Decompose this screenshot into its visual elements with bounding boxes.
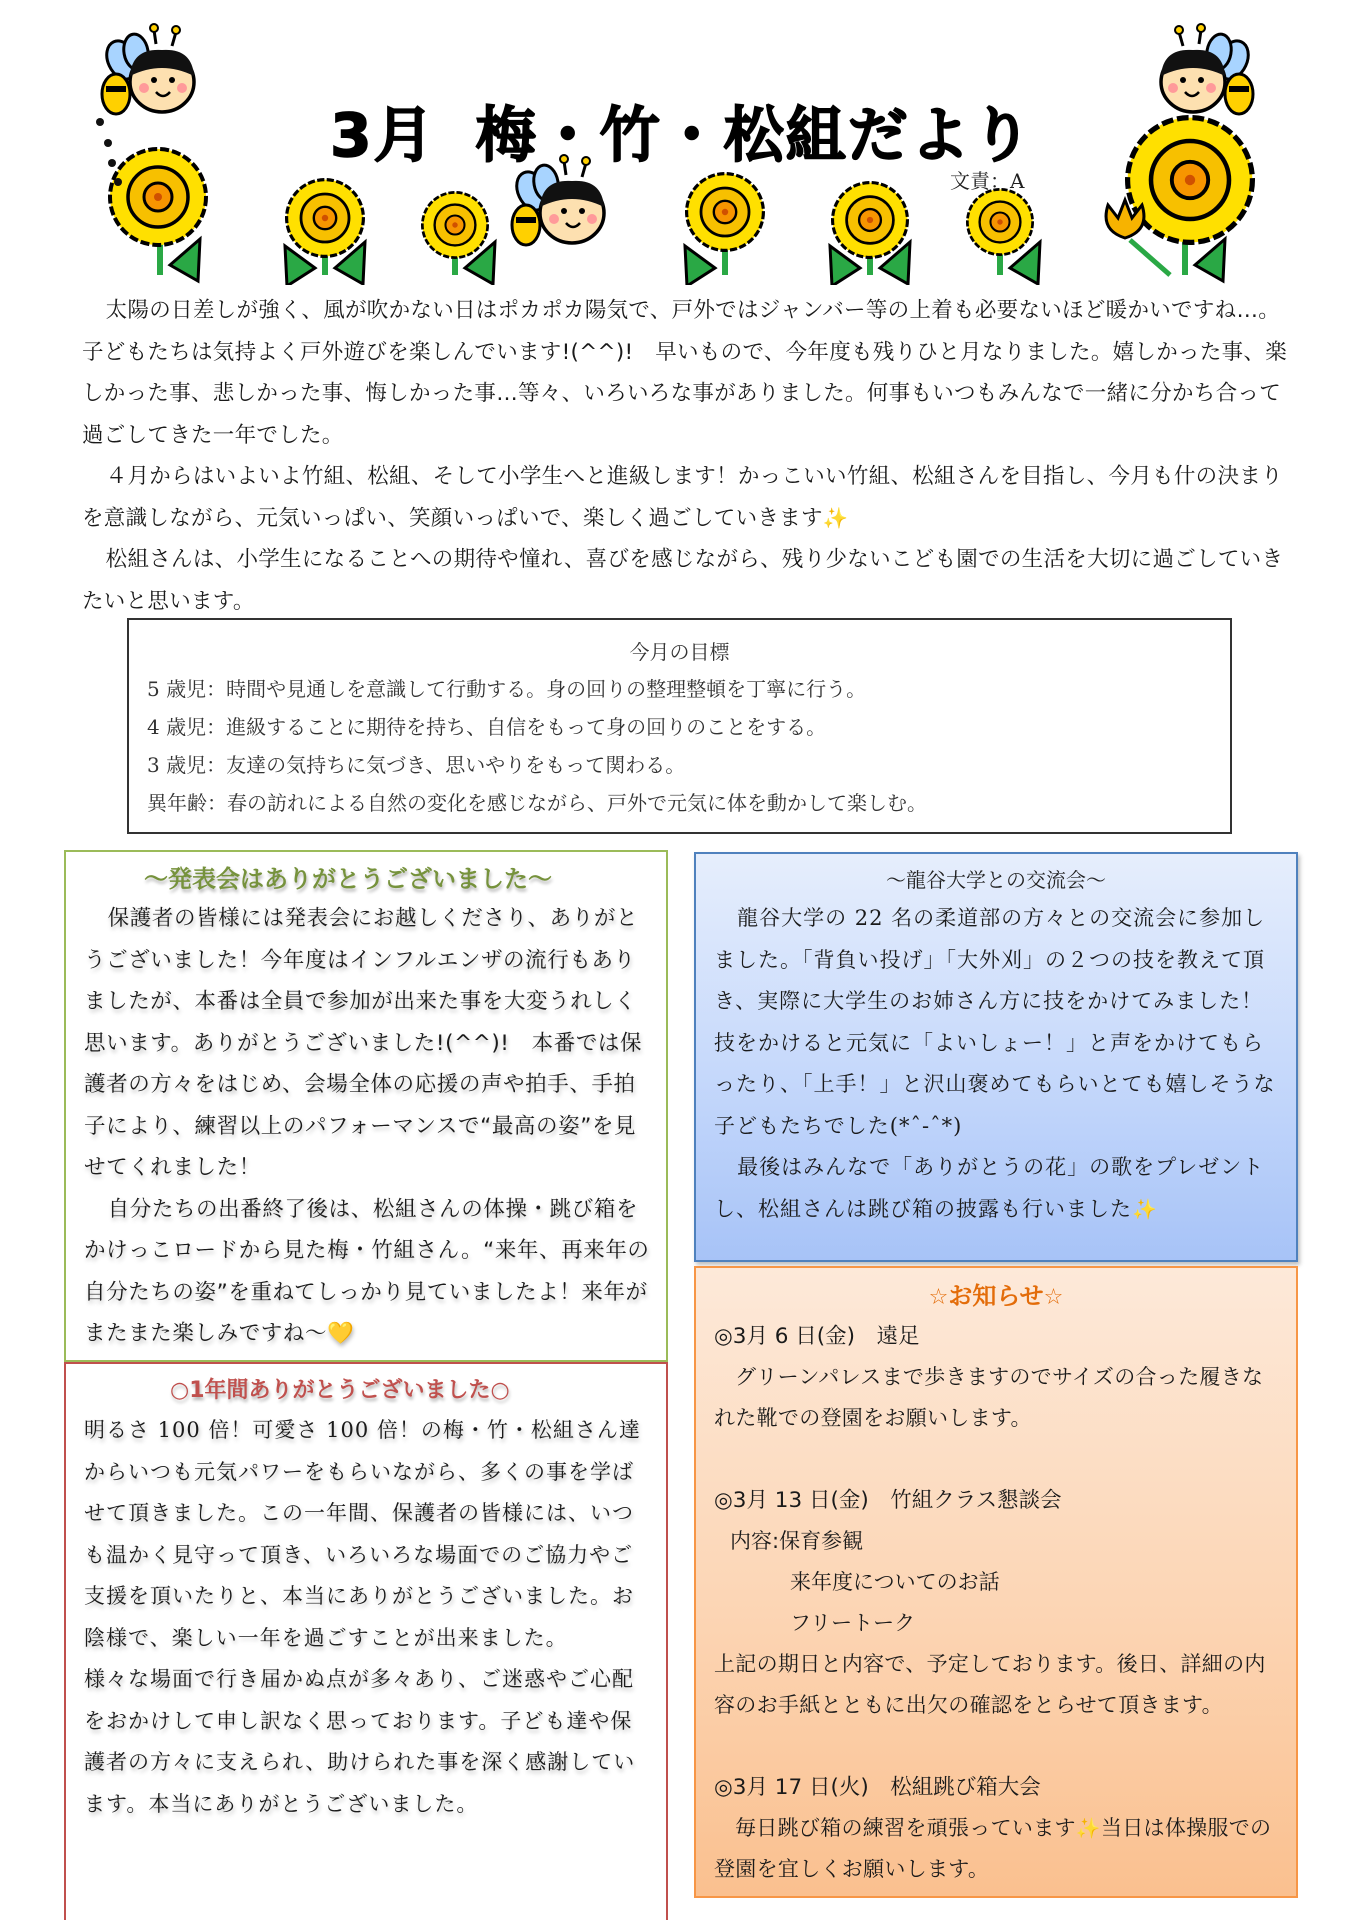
sunflower-icon (110, 149, 206, 245)
notices-title: ☆お知らせ☆ (928, 1282, 1064, 1310)
notice-content-row: フリートーク (790, 1611, 916, 1635)
notice-item-vaulting-contest (714, 1767, 1278, 1890)
notice-content-row: 来年度についてのお話 (790, 1570, 1000, 1594)
goals-title: 今月の目標 (629, 640, 730, 664)
year-thanks-box (64, 1362, 668, 1920)
goal-row-4yo: 4 歳児：進級することに期待を持ち、自信をもって身の回りのことをする。 (147, 715, 827, 739)
sparkle-icon: ✨ (1132, 1196, 1158, 1221)
notice-item-excursion (714, 1316, 1278, 1439)
exchange-paragraph: 最後はみんなで「ありがとうの花」の歌をプレゼントし、松組さんは跳び箱の披露も行いました✨ (714, 1155, 1265, 1221)
university-exchange-box (694, 852, 1298, 1262)
sparkle-icon: ✨ (822, 505, 849, 530)
year-thanks-paragraph: 様々な場面で行き届かぬ点が多々あり、ご迷惑やご心配をおかけして申し訳なく思っております。子ども達や保護者の方々に支えられ、助けられた事を深く感謝しています。本当にありがとうございました。 (84, 1667, 636, 1816)
sunflower-icon (833, 183, 908, 258)
recital-title: ～発表会はありがとうございました～ (144, 865, 552, 893)
exchange-title: ～龍谷大学との交流会～ (886, 868, 1106, 892)
title-main: 梅・竹・松組だより (475, 101, 1034, 171)
sunflower-icon (967, 189, 1032, 254)
year-thanks-body (84, 1410, 650, 1825)
page-title (330, 88, 1034, 174)
intro-paragraph: ４月からはいよいよ竹組、松組、そして小学生へと進級します！かっこいい竹組、松組さんを目指し、今月も什の決まりを意識しながら、元気いっぱい、笑顔いっぱいで、楽しく過ごしていきます✨ (82, 464, 1283, 531)
bee-icon (101, 24, 194, 114)
sunflower-icon (1128, 118, 1253, 243)
bee-icon (1161, 24, 1254, 114)
exchange-body (714, 898, 1278, 1230)
notice-heading: ◎3月 17 日(火) 松組跳び箱大会 (714, 1775, 1041, 1800)
title-month: 3月 (330, 101, 436, 171)
sunflower-icon (422, 192, 487, 257)
sparkle-icon: ✨ (1075, 1816, 1101, 1840)
notice-item-class-meeting (714, 1480, 1278, 1726)
star-icon: ☆ (1043, 1285, 1064, 1310)
sunflower-icon (287, 180, 364, 257)
author-credit: 文責：A (950, 169, 1025, 193)
recital-paragraph: 保護者の皆様には発表会にお越しくださり、ありがとうございました！今年度はインフルエンザの流行もありましたが、本番は全員で参加が出来た事を大変うれしく思います。ありがとうございました!(^^)! 本番では保護者の方々をはじめ、会場全体の応援の声や拍手、手拍子により、練習以上のパフォーマンスで“最高の姿”を見せてくれました！ (84, 906, 643, 1180)
year-thanks-title: ○1年間ありがとうございました○ (170, 1378, 510, 1403)
star-icon: ☆ (928, 1285, 949, 1310)
recital-body (84, 898, 650, 1355)
notice-heading: ◎3月 6 日(金) 遠足 (714, 1324, 920, 1349)
intro-paragraph: 太陽の日差しが強く、風が吹かない日はポカポカ陽気で、戸外ではジャンバー等の上着も必要ないほど暖かいですね…。子どもたちは気持よく戸外遊びを楽しんでいます!(^^)! 早いもので、今年度も残りひと月なりました。嬉しかった事、楽しかった事、悲しかった事、悔しかった事…等々、いろいろな事がありました。何事もいつもみんなで一緒に分かち合って過ごしてきた一年でした。 (82, 298, 1288, 448)
intro-paragraph: 松組さんは、小学生になることへの期待や憧れ、喜びを感じながら、残り少ないこども園での生活を大切に過ごしていきたいと思います。 (82, 547, 1284, 614)
exchange-paragraph: 龍谷大学の 22 名の柔道部の方々との交流会に参加しました。「背負い投げ」「大外刈」の２つの技を教えて頂き、実際に大学生のお姉さん方に技をかけてみました！技をかけると元気に「よいしょー！」と声をかけてもらったり、「上手！」と沢山褒めてもらいとても嬉しそうな子どもたちでした(*ˆ-ˆ*) (714, 906, 1276, 1138)
goal-row-5yo: 5 歳児：時間や見通しを意識して行動する。身の回りの整理整頓を丁寧に行う。 (147, 677, 867, 701)
goal-row-mixed-age: 異年齢：春の訪れによる自然の変化を感じながら、戸外で元気に体を動かして楽しむ。 (147, 791, 927, 815)
notice-heading: ◎3月 13 日(金) 竹組クラス懇談会 (714, 1488, 1062, 1513)
recital-thanks-box (64, 850, 668, 1362)
monthly-goals-box (127, 618, 1232, 834)
goal-row-3yo: 3 歳児：友達の気持ちに気づき、思いやりをもって関わる。 (147, 753, 686, 777)
sunflower-icon (687, 174, 764, 251)
notice-content-row: 内容:保育参観 (730, 1529, 864, 1553)
heart-icon: 💛 (327, 1321, 355, 1346)
intro-section (82, 290, 1292, 622)
notices-box (694, 1266, 1298, 1898)
notice-text: グリーンパレスまで歩きますのでサイズの合った履きなれた靴での登園をお願いします。 (714, 1365, 1264, 1430)
recital-paragraph: 自分たちの出番終了後は、松組さんの体操・跳び箱をかけっこロードから見た梅・竹組さん。“来年、再来年の自分たちの姿”を重ねてしっかり見ていましたよ！来年がまたまた楽しみですね～💛 (84, 1196, 650, 1346)
year-thanks-paragraph: 明るさ 100 倍！可愛さ 100 倍！の梅・竹・松組さん達からいつも元気パワーをもらいながら、多くの事を学ばせて頂きました。この一年間、保護者の皆様には、いつも温かく見守って頂き、いろいろな場面でのご協力やご支援を頂いたりと、本当にありがとうございました。お陰様で、楽しい一年を過ごすことが出来ました。 (84, 1418, 641, 1650)
notice-text: 上記の期日と内容で、予定しております。後日、詳細の内容のお手紙とともに出欠の確認をとらせて頂きます。 (714, 1652, 1266, 1717)
notice-text: 毎日跳び箱の練習を頑張っています✨当日は体操服での登園を宜しくお願いします。 (714, 1816, 1272, 1881)
